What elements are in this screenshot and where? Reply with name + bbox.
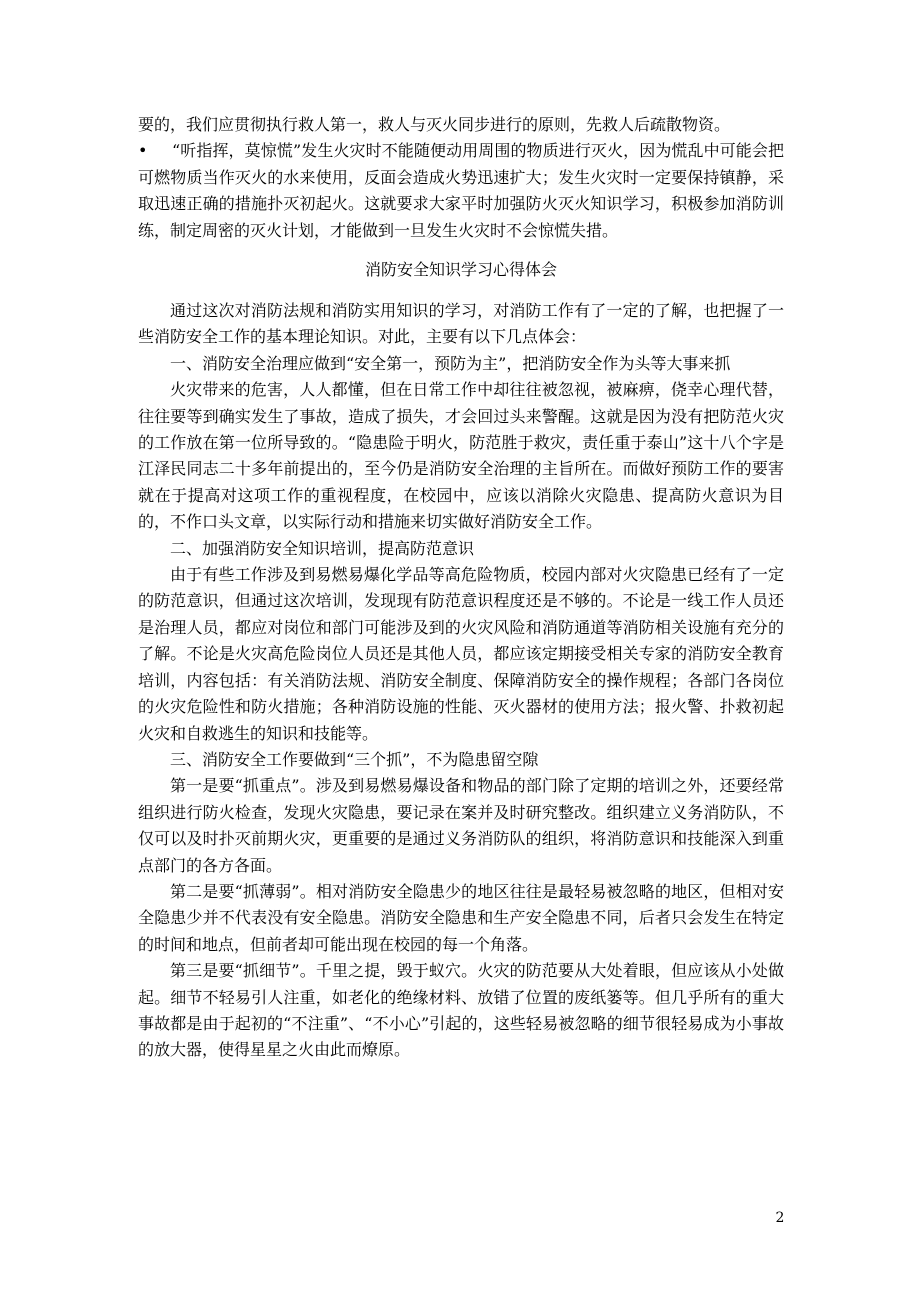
article-body [138, 298, 784, 1064]
article-title: 消防安全知识学习心得体会 [364, 260, 557, 279]
intro-paragraph: 通过这次对消防法规和消防实用知识的学习，对消防工作有了一定的了解，也把握了一些消防安全工作的基本理论知识。对此，主要有以下几点体会： [138, 301, 784, 347]
page-number: 2 [775, 1210, 785, 1226]
section-heading-3: 三、消防安全工作要做到“三个抓”，不为隐患留空隙 [170, 749, 539, 769]
point-paragraph-2: 第二是要“抓薄弱”。相对消防安全隐患少的地区往往是最轻易被忽略的地区，但相对安全隐患少并不代表没有安全隐患。消防安全隐患和生产安全隐患不同，后者只会发生在特定的时间和地点，但前者却可能出现在校园的每一个角落。 [138, 881, 784, 954]
bullet-paragraph-text: “听指挥，莫惊慌”发生火灾时不能随便动用周围的物质进行灭火，因为慌乱中可能会把可燃物质当作灭火的水来使用，反面会造成火势迅速扩大；发生火灾时一定要保持镇静，采取迅速正确的措施扑灭初起火。这就要求大家平时加强防火灭火知识学习，积极参加消防训练，制定周密的灭火计划，才能做到一旦发生火灾时不会惊慌失措。 [138, 141, 784, 240]
bullet-paragraph [138, 138, 784, 244]
section-paragraph-1: 火灾带来的危害，人人都懂，但在日常工作中却往往被忽视，被麻痹，侥幸心理代替，往往要等到确实发生了事故，造成了损失，才会回过头来警醒。这就是因为没有把防范火灾的工作放在第一位所导致的。“隐患险于明火，防范胜于救灾，责任重于泰山”这十八个字是江泽民同志二十多年前提出的，至今仍是消防安全治理的主旨所在。而做好预防工作的要害就在于提高对这项工作的重视程度，在校园中，应该以消除火灾隐患、提高防火意识为目的，不作口头文章，以实际行动和措施来切实做好消防安全工作。 [138, 380, 784, 532]
section-heading-1: 一、消防安全治理应做到“安全第一，预防为主”，把消防安全作为头等大事来抓 [170, 353, 731, 373]
point-paragraph-1: 第一是要“抓重点”。涉及到易燃易爆设备和物品的部门除了定期的培训之外，还要经常组织进行防火检查，发现火灾隐患，要记录在案并及时研究整改。组织建立义务消防队，不仅可以及时扑灭前期火灾，更重要的是通过义务消防队的组织，将消防意识和技能深入到重点部门的各方各面。 [138, 776, 784, 875]
continued-section [138, 112, 784, 244]
bullet-icon: • [138, 141, 148, 161]
section-heading-2: 二、加强消防安全知识培训，提高防范意识 [170, 538, 475, 558]
point-paragraph-3: 第三是要“抓细节”。千里之提，毁于蚁穴。火灾的防范要从大处着眼，但应该从小处做起。细节不轻易引人注重，如老化的绝缘材料、放错了位置的废纸篓等。但几乎所有的重大事故都是由于起初的“不注重”、“不小心”引起的，这些轻易被忽略的细节很轻易成为小事故的放大器，使得星星之火由此而燎原。 [138, 961, 784, 1060]
continued-paragraph: 要的，我们应贯彻执行救人第一，救人与灭火同步进行的原则，先救人后疏散物资。 [138, 115, 731, 134]
section-paragraph-2: 由于有些工作涉及到易燃易爆化学品等高危险物质，校园内部对火灾隐患已经有了一定的防范意识，但通过这次培训，发现现有防范意识程度还是不够的。不论是一线工作人员还是治理人员，都应对岗位和部门可能涉及到的火灾风险和消防通道等消防相关设施有充分的了解。不论是火灾高危险岗位人员还是其他人员，都应该定期接受相关专家的消防安全教育培训，内容包括：有关消防法规、消防安全制度、保障消防安全的操作规程；各部门各岗位的火灾危险性和防火措施；各种消防设施的性能、灭火器材的使用方法；报火警、扑救初起火灾和自救逃生的知识和技能等。 [138, 565, 784, 743]
